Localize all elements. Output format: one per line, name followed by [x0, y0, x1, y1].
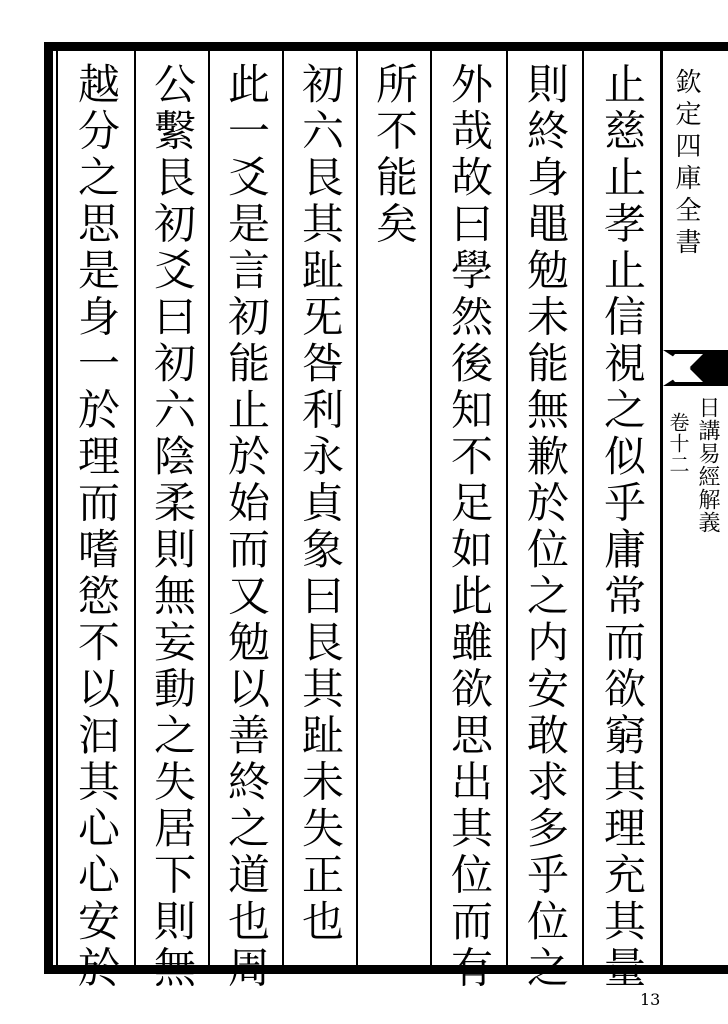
text-column-8	[56, 50, 134, 992]
column-text: 所不能矣	[370, 62, 419, 248]
column-text: 公繫艮初爻曰初六陰柔則無妄動之失居下則無	[148, 62, 197, 992]
book-title: 欽定四庫全書	[671, 68, 701, 260]
text-column-4	[356, 50, 430, 965]
volume-label: 卷十二	[666, 412, 690, 475]
column-text: 則終身黽勉未能無歉於位之内安敢求多乎位之	[521, 62, 570, 992]
text-column-1	[582, 50, 660, 992]
book-subtitle: 日講易經解義	[695, 396, 720, 534]
column-text: 越分之思是身一於理而嗜慾不以汩其心心安於	[72, 62, 121, 992]
text-column-3	[430, 50, 506, 992]
column-text: 此一爻是言初能止於始而又勉以善終之道也周	[222, 62, 271, 992]
margin-panel	[660, 50, 728, 965]
column-text: 止慈止孝止信視之似乎庸常而欲窮其理充其量	[598, 62, 647, 992]
column-text: 外哉故曰學然後知不足如此雖欲思出其位而有	[445, 62, 494, 992]
text-column-7	[134, 50, 208, 992]
page-number: 13	[640, 990, 661, 1009]
text-column-6	[208, 50, 282, 992]
fishtail-mark-icon	[663, 350, 728, 386]
text-column-5	[282, 50, 356, 965]
text-column-2	[506, 50, 582, 992]
column-text: 初六艮其趾旡咎利永貞象曰艮其趾未失正也	[296, 62, 345, 946]
